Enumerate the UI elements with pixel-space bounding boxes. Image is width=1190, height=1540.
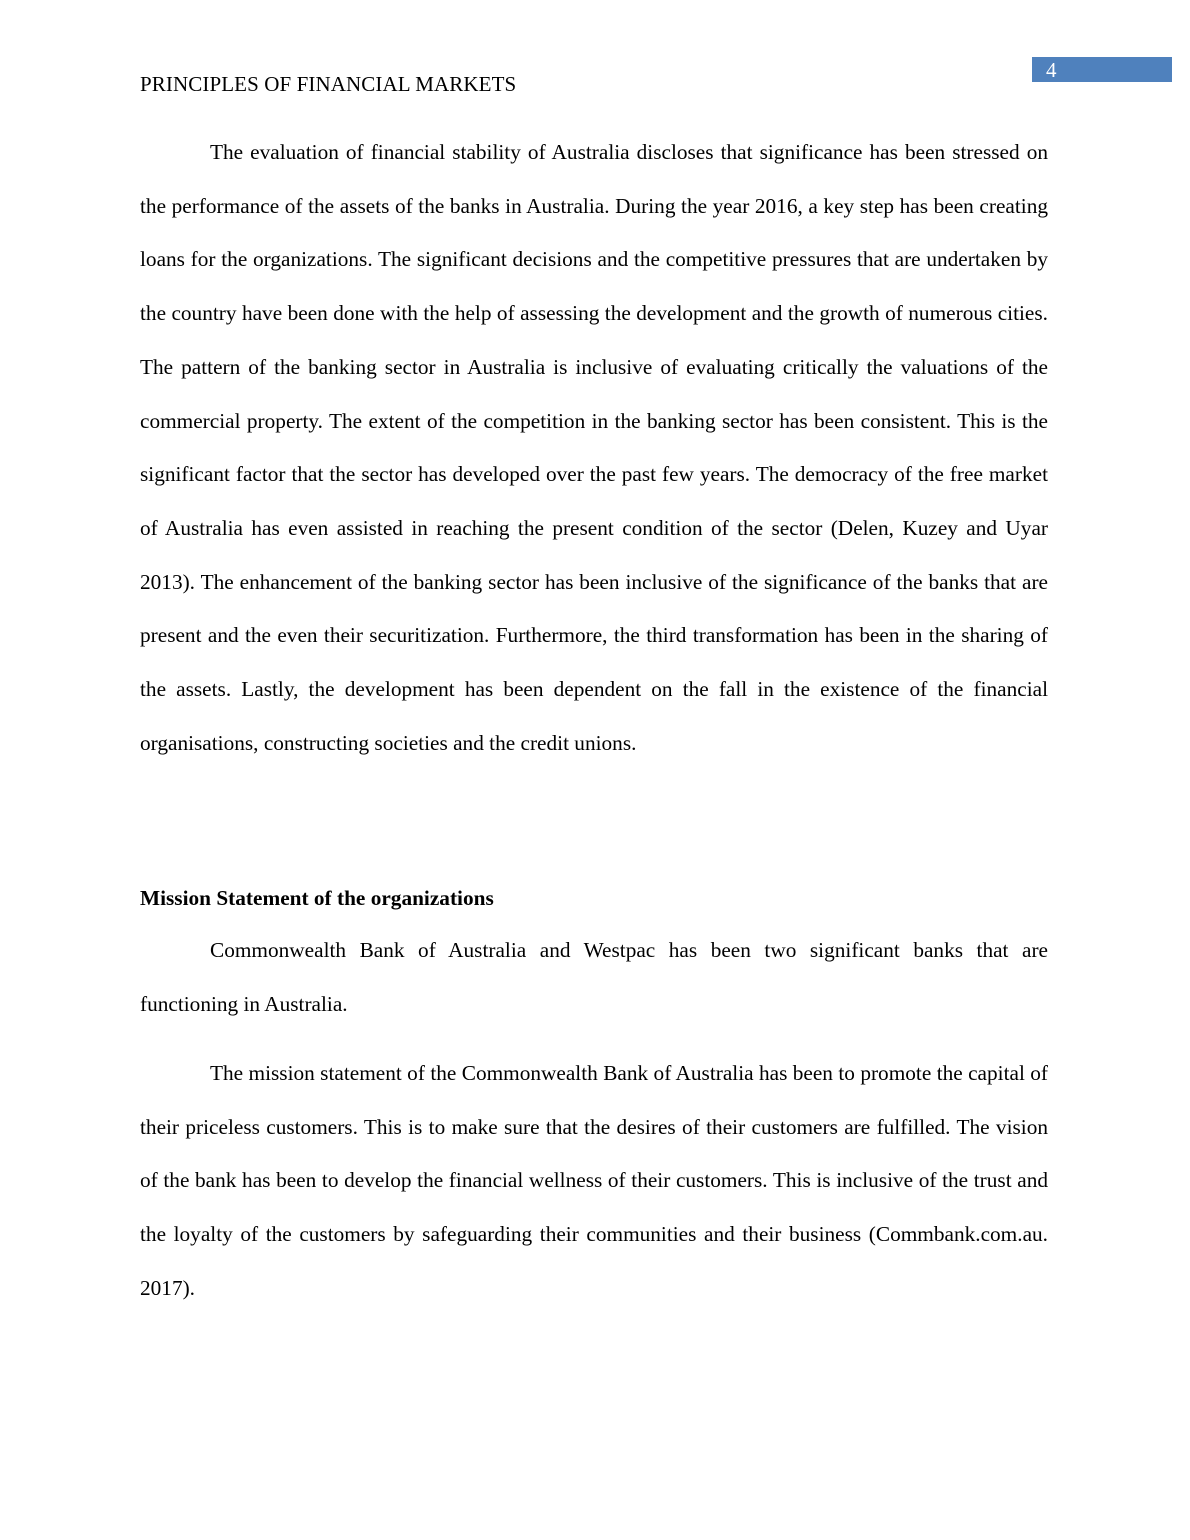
paragraph-financial-stability: The evaluation of financial stability of Australia discloses that significance has been stressed on the performance of the assets of the banks in Australia. During the year 2016, a key step has been creating loans for the organizations. The significant decisions and the competitive pressures that are undertaken by the country have been done with the help of assessing the development and the growth of numerous cities. The pattern of the banking sector in Australia is inclusive of evaluating critically the valuations of the commercial property. The extent of the competition in the banking sector has been consistent. This is the significant factor that the sector has developed over the past few years. The democracy of the free market of Australia has even assisted in reaching the present condition of the sector (Delen, Kuzey and Uyar 2013). The enhancement of the banking sector has been inclusive of the significance of the banks that are present and the even their securitization. Furthermore, the third transformation has been in the sharing of the assets. Lastly, the development has been dependent on the fall in the existence of the financial organisations, constructing societies and the credit unions. xyxy=(140,140,1048,755)
section-heading: Mission Statement of the organizations xyxy=(140,886,494,910)
page-number: 4 xyxy=(1046,58,1057,82)
running-head: PRINCIPLES OF FINANCIAL MARKETS xyxy=(140,72,517,96)
paragraph-banks-intro: Commonwealth Bank of Australia and Westpac has been two significant banks that are functioning in Australia. xyxy=(140,938,1048,1016)
page-number-band xyxy=(1032,57,1172,82)
paragraph-commbank-mission: The mission statement of the Commonwealth Bank of Australia has been to promote the capital of their priceless customers. This is to make sure that the desires of their customers are fulfilled. The vision of the bank has been to develop the financial wellness of their customers. This is inclusive of the trust and the loyalty of the customers by safeguarding their communities and their business (Commbank.com.au. 2017). xyxy=(140,1061,1048,1300)
